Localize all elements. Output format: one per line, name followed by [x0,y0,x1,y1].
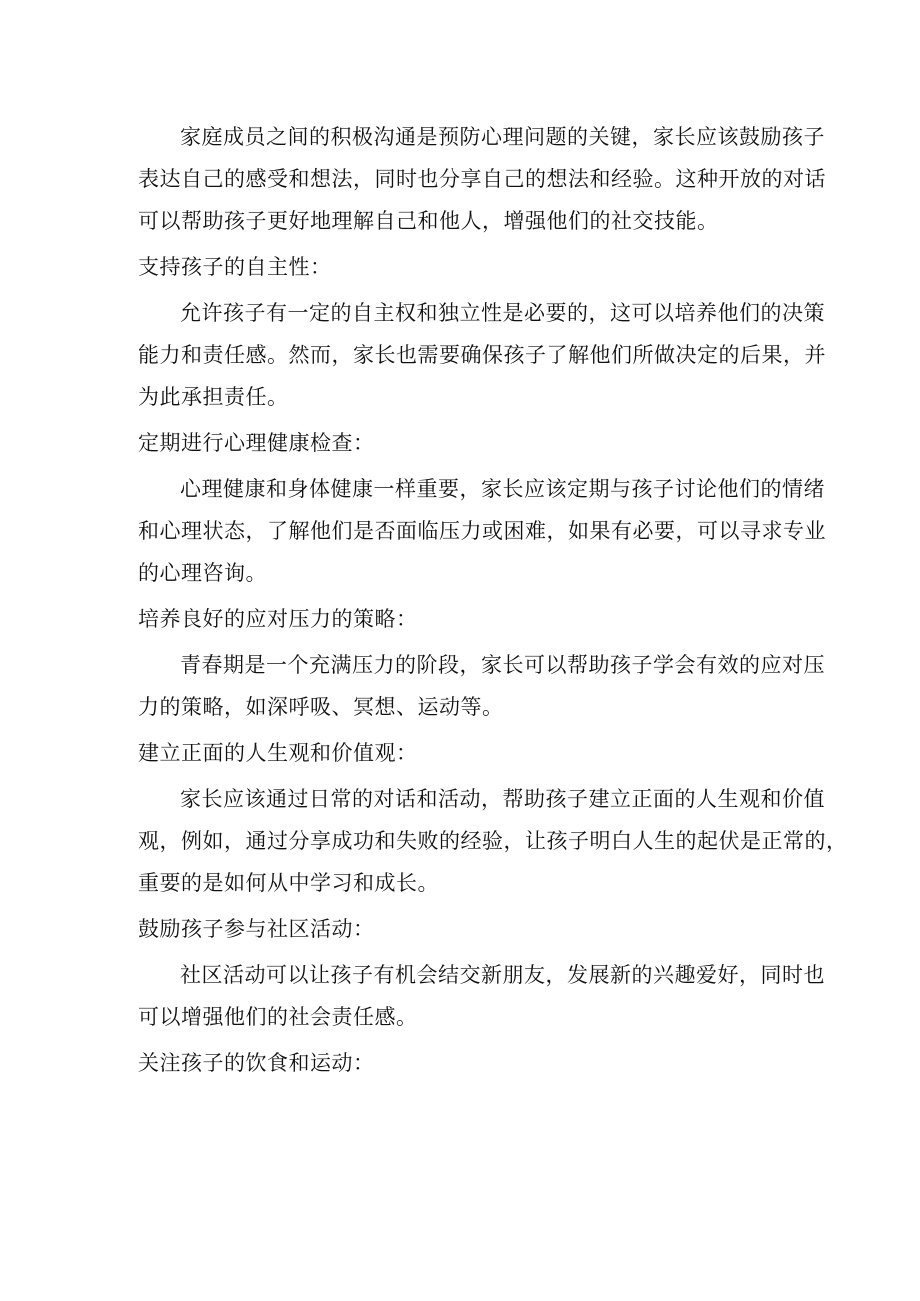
text-line: 能力和责任感。然而，家长也需要确保孩子了解他们所做决定的后果，并 [138,343,826,367]
text-line: 家庭成员之间的积极沟通是预防心理问题的关键，家长应该鼓励孩子 [180,125,825,149]
section-heading-community: 鼓励孩子参与社区活动： [138,917,375,941]
text-line: 的心理咨询。 [138,561,267,585]
section-heading-stress-strategies: 培养良好的应对压力的策略： [138,607,418,631]
text-line: 允许孩子有一定的自主权和独立性是必要的，这可以培养他们的决策 [180,301,825,325]
section-heading-autonomy: 支持孩子的自主性： [138,255,332,279]
paragraph-values [138,778,848,904]
paragraph-stress-strategies [138,644,825,728]
paragraph-family-communication [138,116,826,242]
text-line: 和心理状态，了解他们是否面临压力或困难，如果有必要，可以寻求专业 [138,519,826,543]
text-line: 表达自己的感受和想法，同时也分享自己的想法和经验。这种开放的对话 [138,167,826,191]
text-line: 重要的是如何从中学习和成长。 [138,871,439,895]
text-line: 心理健康和身体健康一样重要，家长应该定期与孩子讨论他们的情绪 [180,477,825,501]
section-heading-values: 建立正面的人生观和价值观： [138,741,418,765]
text-line: 可以增强他们的社会责任感。 [138,1005,418,1029]
text-line: 家长应该通过日常的对话和活动，帮助孩子建立正面的人生观和价值 [180,787,825,811]
text-line: 社区活动可以让孩子有机会结交新朋友，发展新的兴趣爱好，同时也 [180,963,825,987]
text-line: 力的策略，如深呼吸、冥想、运动等。 [138,695,504,719]
paragraph-mental-health-check [138,468,826,594]
text-line: 可以帮助孩子更好地理解自己和他人，增强他们的社交技能。 [138,209,719,233]
section-heading-mental-health-check: 定期进行心理健康检查： [138,431,375,455]
section-heading-diet-exercise: 关注孩子的饮食和运动： [138,1051,375,1075]
paragraph-autonomy [138,292,826,418]
document-body [138,116,848,1088]
text-line: 为此承担责任。 [138,385,289,409]
text-line: 青春期是一个充满压力的阶段，家长可以帮助孩子学会有效的应对压 [180,653,825,677]
text-line: 观，例如，通过分享成功和失败的经验，让孩子明白人生的起伏是正常的， [138,829,848,853]
paragraph-community [138,954,825,1038]
